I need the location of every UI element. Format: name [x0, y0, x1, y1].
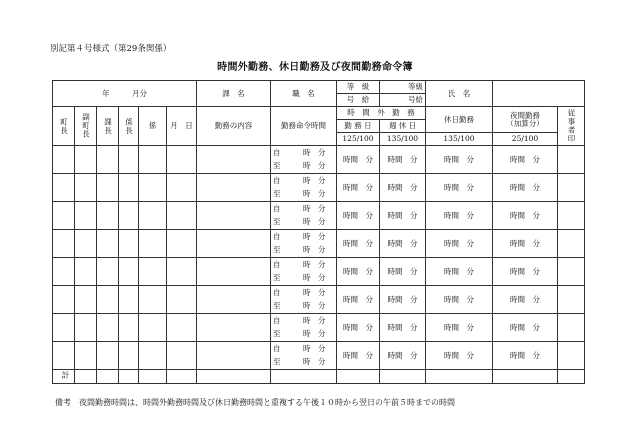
record-cell[interactable]: [119, 258, 139, 286]
salary-unit: 号給: [408, 95, 423, 104]
info-row: [53, 81, 585, 107]
hours-minutes-cell[interactable]: 時間 分: [380, 314, 426, 342]
record-cell[interactable]: [197, 286, 271, 314]
order-time-from[interactable]: 自 時 分: [271, 202, 337, 216]
hours-minutes-cell[interactable]: 時間 分: [380, 286, 426, 314]
record-cell[interactable]: [53, 314, 75, 342]
record-cell[interactable]: [119, 146, 139, 174]
worker-seal-cell[interactable]: [558, 202, 585, 230]
order-time-from[interactable]: 自 時 分: [271, 314, 337, 328]
col-month-day: 月 日: [167, 107, 197, 146]
record-cell[interactable]: [167, 202, 197, 230]
rate-kinmubi: 125/100: [337, 133, 380, 146]
hours-minutes-cell[interactable]: 時間 分: [493, 230, 558, 258]
grade-unit: 等級: [380, 81, 425, 94]
hours-minutes-cell[interactable]: 時間 分: [337, 286, 380, 314]
order-time-to[interactable]: 至 時 分: [271, 244, 337, 258]
record-cell[interactable]: [119, 342, 139, 370]
record-cell[interactable]: [197, 314, 271, 342]
record-cell[interactable]: [119, 202, 139, 230]
record-cell[interactable]: [75, 342, 97, 370]
name-label-cell: 氏 名: [426, 81, 493, 107]
hours-minutes-cell[interactable]: 時間 分: [380, 230, 426, 258]
order-time-from[interactable]: 自 時 分: [271, 342, 337, 356]
page-title: 時間外勤務、休日勤務及び夜間勤務命令簿: [217, 62, 413, 73]
col-kakari: 係: [139, 107, 167, 146]
hours-minutes-cell[interactable]: 時間 分: [426, 146, 493, 174]
col-worker-seal: 従事者印: [558, 107, 585, 146]
record-cell[interactable]: [167, 174, 197, 202]
record-row: [53, 314, 585, 328]
hours-minutes-cell[interactable]: 時間 分: [493, 286, 558, 314]
hours-minutes-cell[interactable]: 時間 分: [380, 202, 426, 230]
order-time-to[interactable]: 至 時 分: [271, 328, 337, 342]
record-cell[interactable]: [167, 286, 197, 314]
record-row: [53, 342, 585, 356]
worker-seal-cell[interactable]: [558, 286, 585, 314]
record-cell[interactable]: [119, 174, 139, 202]
worker-seal-cell[interactable]: [558, 230, 585, 258]
record-cell[interactable]: [139, 342, 167, 370]
record-cell[interactable]: [167, 258, 197, 286]
record-cell[interactable]: [139, 286, 167, 314]
record-cell[interactable]: [167, 342, 197, 370]
record-row: [53, 202, 585, 216]
record-cell[interactable]: [197, 230, 271, 258]
record-cell[interactable]: [119, 286, 139, 314]
grade-label: 等 級: [337, 81, 379, 94]
col-content: 勤務の内容: [197, 107, 271, 146]
record-cell[interactable]: [97, 230, 119, 258]
hours-minutes-cell[interactable]: 時間 分: [493, 314, 558, 342]
record-cell[interactable]: [53, 146, 75, 174]
command-record-table: [52, 80, 585, 384]
col-night: 夜間勤務 （加算分）: [493, 107, 558, 133]
record-cell[interactable]: [97, 202, 119, 230]
hours-minutes-cell[interactable]: 時間 分: [493, 146, 558, 174]
hours-minutes-cell[interactable]: 時間 分: [337, 342, 380, 370]
record-cell[interactable]: [197, 202, 271, 230]
record-cell[interactable]: [97, 286, 119, 314]
hours-minutes-cell[interactable]: 時間 分: [493, 202, 558, 230]
hours-minutes-cell[interactable]: 時間 分: [380, 174, 426, 202]
record-cell[interactable]: [75, 230, 97, 258]
hours-minutes-cell[interactable]: 時間 分: [337, 314, 380, 342]
record-cell[interactable]: [97, 342, 119, 370]
hours-minutes-cell[interactable]: 時間 分: [337, 146, 380, 174]
hours-minutes-cell[interactable]: 時間 分: [493, 174, 558, 202]
name-value-cell: [493, 81, 585, 107]
footnote: 備考 夜間勤務時間は、時間外勤務時間及び休日勤務時間と重複する午後１０時から翌日の午前５時までの時間: [55, 398, 455, 407]
form-reference: 別記第４号様式（第29条関係）: [50, 44, 172, 54]
rate-night: 25/100: [493, 133, 558, 146]
hours-minutes-cell[interactable]: 時間 分: [337, 202, 380, 230]
record-cell[interactable]: [167, 314, 197, 342]
hours-minutes-cell[interactable]: 時間 分: [426, 202, 493, 230]
record-cell[interactable]: [139, 258, 167, 286]
hours-minutes-cell[interactable]: 時間 分: [426, 258, 493, 286]
record-cell[interactable]: [139, 314, 167, 342]
record-cell[interactable]: [53, 202, 75, 230]
record-cell[interactable]: [139, 230, 167, 258]
worker-seal-cell[interactable]: [558, 174, 585, 202]
salary-label: 号 給: [346, 95, 370, 104]
hours-minutes-cell[interactable]: 時間 分: [426, 342, 493, 370]
order-time-to[interactable]: 至 時 分: [271, 188, 337, 202]
hours-minutes-cell[interactable]: 時間 分: [426, 286, 493, 314]
record-cell[interactable]: [197, 258, 271, 286]
hours-minutes-cell[interactable]: 時間 分: [493, 258, 558, 286]
total-label: 計: [53, 370, 75, 384]
hours-minutes-cell[interactable]: 時間 分: [337, 258, 380, 286]
worker-seal-cell[interactable]: [558, 342, 585, 370]
record-cell[interactable]: [75, 286, 97, 314]
record-cell[interactable]: [167, 146, 197, 174]
hours-minutes-cell[interactable]: 時間 分: [337, 230, 380, 258]
total-row: [53, 370, 585, 384]
hours-minutes-cell[interactable]: 時間 分: [426, 174, 493, 202]
record-cell[interactable]: [75, 202, 97, 230]
record-cell[interactable]: [53, 174, 75, 202]
order-time-from[interactable]: 自 時 分: [271, 174, 337, 188]
grade-salary-labels: [337, 81, 380, 107]
record-cell[interactable]: [197, 146, 271, 174]
record-cell[interactable]: [75, 314, 97, 342]
hours-minutes-cell[interactable]: 時間 分: [380, 342, 426, 370]
col-kakaricho: 係長: [119, 107, 139, 146]
position-cell: 職 名: [271, 81, 337, 107]
record-cell[interactable]: [139, 202, 167, 230]
col-kacho: 課長: [97, 107, 119, 146]
record-cell[interactable]: [119, 314, 139, 342]
record-row: [53, 174, 585, 188]
order-time-from[interactable]: 自 時 分: [271, 146, 337, 160]
record-cell[interactable]: [197, 342, 271, 370]
record-cell[interactable]: [167, 230, 197, 258]
record-cell[interactable]: [197, 174, 271, 202]
grade-salary-values: [380, 81, 426, 107]
record-cell[interactable]: [75, 174, 97, 202]
col-fukucho: 副町長: [75, 107, 97, 146]
department-cell: 課 名: [197, 81, 271, 107]
col-cho: 町長: [53, 107, 75, 146]
record-row: [53, 286, 585, 300]
record-cell[interactable]: [97, 146, 119, 174]
order-time-to[interactable]: 至 時 分: [271, 356, 337, 370]
record-cell[interactable]: [139, 146, 167, 174]
record-cell[interactable]: [97, 174, 119, 202]
col-kinmubi: 勤 務 日: [337, 120, 380, 133]
order-time-to[interactable]: 至 時 分: [271, 300, 337, 314]
hours-minutes-cell[interactable]: 時間 分: [380, 258, 426, 286]
record-cell[interactable]: [97, 258, 119, 286]
record-cell[interactable]: [75, 146, 97, 174]
col-holiday: 休日勤務: [426, 107, 493, 133]
order-time-to[interactable]: 至 時 分: [271, 216, 337, 230]
record-row: [53, 146, 585, 160]
col-order-time: 勤務命令時間: [271, 107, 337, 146]
record-row: [53, 230, 585, 244]
rate-shukyujitsu: 135/100: [380, 133, 426, 146]
record-cell[interactable]: [53, 286, 75, 314]
hours-minutes-cell[interactable]: 時間 分: [493, 342, 558, 370]
order-time-to[interactable]: 至 時 分: [271, 160, 337, 174]
record-cell[interactable]: [139, 174, 167, 202]
hours-minutes-cell[interactable]: 時間 分: [380, 146, 426, 174]
record-cell[interactable]: [97, 314, 119, 342]
record-cell[interactable]: [53, 342, 75, 370]
order-time-from[interactable]: 自 時 分: [271, 258, 337, 272]
record-cell[interactable]: [53, 258, 75, 286]
col-overtime: 時 間 外 勤 務: [337, 107, 426, 120]
worker-seal-cell[interactable]: [558, 314, 585, 342]
hours-minutes-cell[interactable]: 時間 分: [426, 314, 493, 342]
record-cell[interactable]: [119, 230, 139, 258]
order-time-to[interactable]: 至 時 分: [271, 272, 337, 286]
record-row: [53, 258, 585, 272]
worker-seal-cell[interactable]: [558, 258, 585, 286]
order-time-from[interactable]: 自 時 分: [271, 230, 337, 244]
order-time-from[interactable]: 自 時 分: [271, 286, 337, 300]
worker-seal-cell[interactable]: [558, 146, 585, 174]
hours-minutes-cell[interactable]: 時間 分: [337, 174, 380, 202]
record-cell[interactable]: [53, 230, 75, 258]
year-month-cell: 年 月分: [53, 81, 197, 107]
record-cell[interactable]: [75, 258, 97, 286]
col-shukyujitsu: 週 休 日: [380, 120, 426, 133]
rate-holiday: 135/100: [426, 133, 493, 146]
hours-minutes-cell[interactable]: 時間 分: [426, 230, 493, 258]
